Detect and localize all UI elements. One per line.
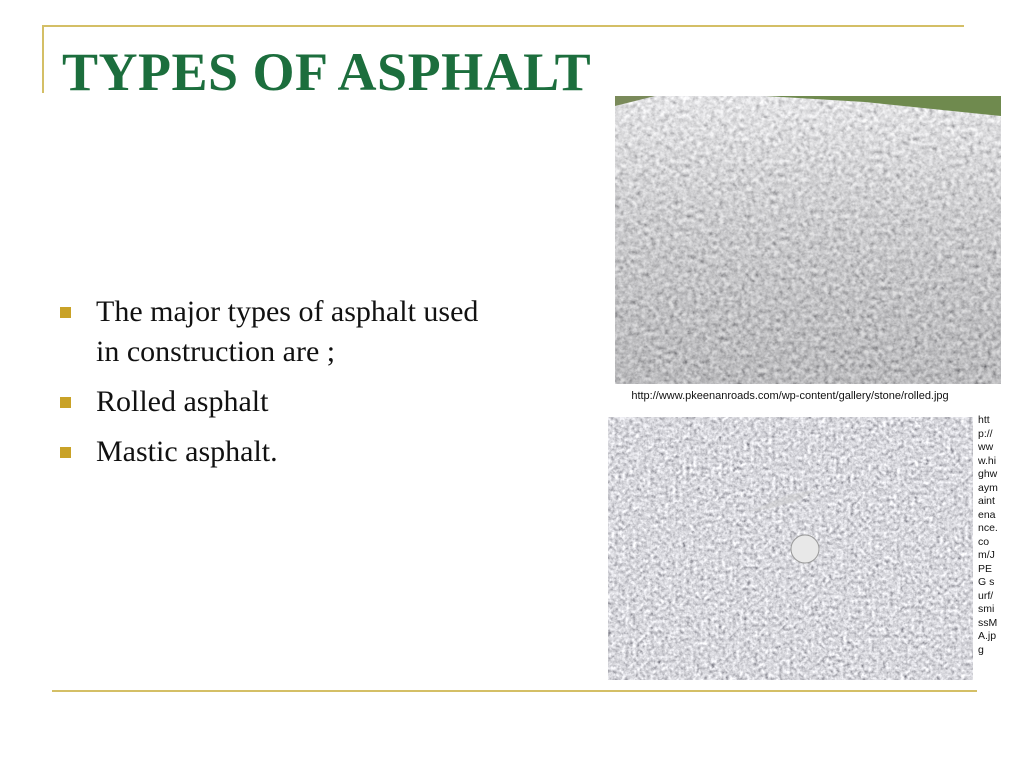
bullet-item xyxy=(58,382,488,422)
square-bullet-icon xyxy=(60,307,71,318)
square-bullet-icon xyxy=(60,447,71,458)
image-source-caption: http://www.pkeenanroads.com/wp-content/gallery/stone/rolled.jpg xyxy=(631,390,949,402)
coin-icon xyxy=(791,535,819,563)
square-bullet-icon xyxy=(60,397,71,408)
bullet-text: Mastic asphalt. xyxy=(96,435,278,468)
bullet-text: The major types of asphalt used in construction are ; xyxy=(96,295,479,368)
bottom-rule xyxy=(52,690,977,692)
bullet-item xyxy=(58,432,488,472)
top-rule xyxy=(42,25,964,27)
left-rule xyxy=(42,25,44,93)
bullet-item xyxy=(58,292,488,372)
bullet-text: Rolled asphalt xyxy=(96,385,269,418)
slide-title: TYPES OF ASPHALT xyxy=(62,42,592,102)
bullet-list xyxy=(58,292,488,482)
image-source-caption-vertical: http://www.highwaymaintenance.com/JPEG surf/smissMA.jpg xyxy=(978,414,998,656)
mastic-asphalt-photo xyxy=(608,417,973,680)
rolled-asphalt-photo xyxy=(615,96,1001,384)
